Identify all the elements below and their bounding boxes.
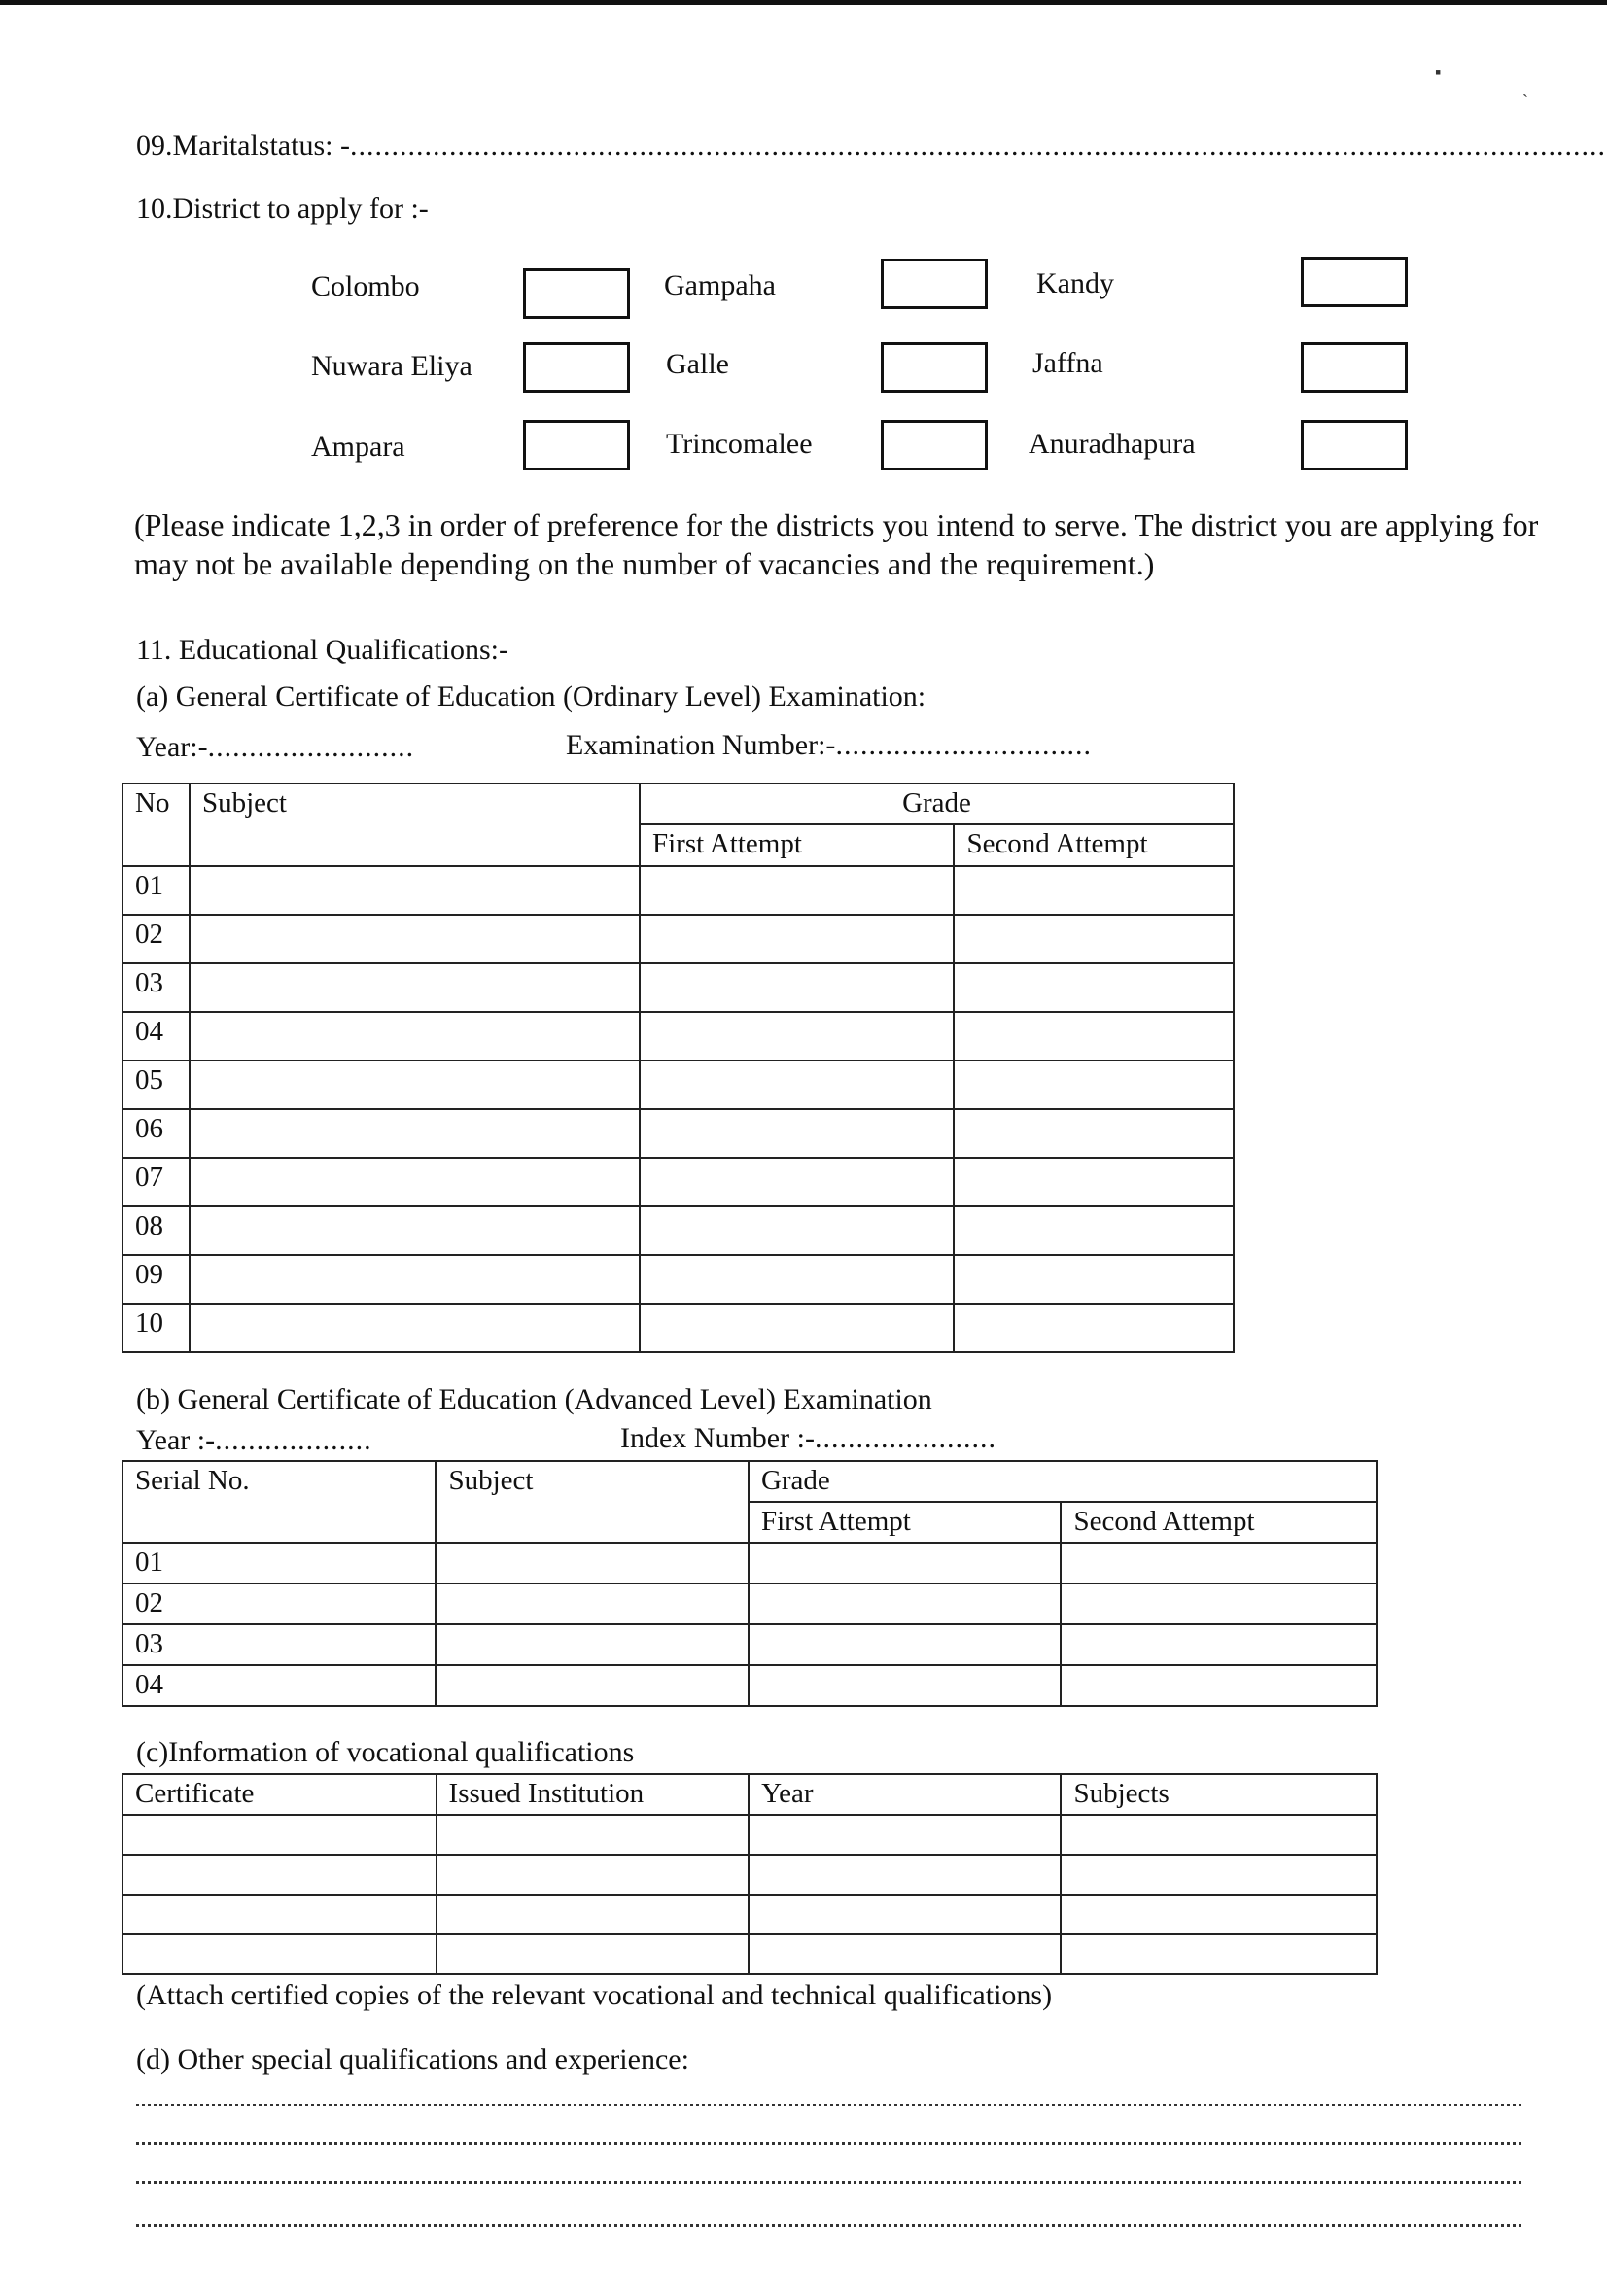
vocational-institution-cell[interactable]	[437, 1855, 750, 1895]
other-qualifications-line[interactable]	[136, 2104, 1521, 2106]
ol-subject-cell[interactable]	[190, 963, 640, 1012]
table-row	[122, 1934, 1377, 1974]
other-qualifications-line[interactable]	[136, 2181, 1521, 2184]
al-header-subject: Subject	[436, 1461, 749, 1543]
district-label-jaffna: Jaffna	[1032, 347, 1103, 379]
table-row	[122, 1012, 1234, 1061]
ol-exam-number-dots: ...............................	[835, 729, 1092, 761]
education-question-label: 11. Educational Qualifications:-	[136, 634, 508, 666]
al-index-number-field[interactable]	[620, 1424, 996, 1453]
al-year-label: Year :-	[136, 1424, 216, 1456]
ol-subject-cell[interactable]	[190, 1206, 640, 1255]
al-subject-cell[interactable]	[436, 1665, 749, 1706]
al-header-second-attempt: Second Attempt	[1061, 1502, 1377, 1543]
ol-section-title: (a) General Certificate of Education (Ordinary Level) Examination:	[136, 680, 926, 713]
scan-top-border	[0, 0, 1607, 5]
district-label-anuradhapura: Anuradhapura	[1029, 428, 1196, 460]
vocational-certificate-cell[interactable]	[122, 1815, 437, 1855]
vocational-header-subjects: Subjects	[1061, 1774, 1377, 1815]
vocational-subjects-cell[interactable]	[1061, 1895, 1377, 1934]
ol-first-attempt-cell[interactable]	[640, 1061, 954, 1109]
al-second-attempt-cell[interactable]	[1061, 1583, 1377, 1624]
district-box-jaffna[interactable]	[1301, 342, 1408, 393]
marital-status-field[interactable]	[136, 131, 1606, 160]
ol-second-attempt-cell[interactable]	[954, 1206, 1234, 1255]
al-first-attempt-cell[interactable]	[749, 1624, 1062, 1665]
ol-second-attempt-cell[interactable]	[954, 1109, 1234, 1158]
table-row	[122, 1158, 1234, 1206]
ol-second-attempt-cell[interactable]	[954, 963, 1234, 1012]
ol-exam-number-field[interactable]	[566, 731, 1092, 760]
ol-header-subject: Subject	[190, 783, 640, 866]
vocational-year-cell[interactable]	[749, 1934, 1061, 1974]
table-row	[122, 1304, 1234, 1352]
al-header-serial: Serial No.	[122, 1461, 436, 1543]
ol-row-number: 02	[122, 915, 190, 963]
al-second-attempt-cell[interactable]	[1061, 1543, 1377, 1583]
ol-second-attempt-cell[interactable]	[954, 1012, 1234, 1061]
district-question-label: 10.District to apply for :-	[136, 192, 429, 225]
al-row-number: 03	[122, 1624, 436, 1665]
ol-header-second-attempt: Second Attempt	[954, 824, 1234, 866]
ol-row-number: 07	[122, 1158, 190, 1206]
al-subject-cell[interactable]	[436, 1624, 749, 1665]
other-qualifications-title: (d) Other special qualifications and experience:	[136, 2043, 689, 2075]
ol-first-attempt-cell[interactable]	[640, 1255, 954, 1304]
marital-status-dots: ........................................................................................................................................................	[349, 129, 1606, 161]
ol-second-attempt-cell[interactable]	[954, 1304, 1234, 1352]
al-first-attempt-cell[interactable]	[749, 1665, 1062, 1706]
district-box-gampaha[interactable]	[881, 259, 988, 309]
al-first-attempt-cell[interactable]	[749, 1583, 1062, 1624]
scan-speck: ▪	[1435, 62, 1442, 82]
district-box-trincomalee[interactable]	[881, 420, 988, 470]
vocational-header-certificate: Certificate	[122, 1774, 437, 1815]
ol-second-attempt-cell[interactable]	[954, 1061, 1234, 1109]
al-index-number-dots: ......................	[814, 1422, 996, 1454]
ol-subject-cell[interactable]	[190, 915, 640, 963]
district-label-colombo: Colombo	[311, 270, 420, 302]
district-box-colombo[interactable]	[523, 268, 630, 319]
vocational-certificate-cell[interactable]	[122, 1895, 437, 1934]
district-box-kandy[interactable]	[1301, 257, 1408, 307]
ol-first-attempt-cell[interactable]	[640, 1206, 954, 1255]
ol-row-number: 09	[122, 1255, 190, 1304]
ol-subject-cell[interactable]	[190, 866, 640, 915]
vocational-table	[122, 1773, 1378, 1975]
ol-year-dots: .........................	[207, 731, 415, 763]
al-header-first-attempt: First Attempt	[749, 1502, 1062, 1543]
al-row-number: 04	[122, 1665, 436, 1706]
vocational-section-title: (c)Information of vocational qualifications	[136, 1736, 635, 1768]
vocational-year-cell[interactable]	[749, 1815, 1061, 1855]
al-first-attempt-cell[interactable]	[749, 1543, 1062, 1583]
vocational-year-cell[interactable]	[749, 1855, 1061, 1895]
table-row	[122, 1583, 1377, 1624]
ol-row-number: 10	[122, 1304, 190, 1352]
district-label-nuwara-eliya: Nuwara Eliya	[311, 350, 472, 382]
al-subject-cell[interactable]	[436, 1543, 749, 1583]
al-subject-cell[interactable]	[436, 1583, 749, 1624]
district-box-ampara[interactable]	[523, 420, 630, 470]
district-box-anuradhapura[interactable]	[1301, 420, 1408, 470]
ol-first-attempt-cell[interactable]	[640, 1109, 954, 1158]
ol-year-label: Year:-	[136, 731, 208, 763]
al-row-number: 02	[122, 1583, 436, 1624]
table-row	[122, 1061, 1234, 1109]
al-row-number: 01	[122, 1543, 436, 1583]
district-preference-note: (Please indicate 1,2,3 in order of preference for the districts you intend to serve. The district you are applying for may not be available depending on the number of vacancies and the requirement.)	[134, 507, 1539, 581]
vocational-attach-note: (Attach certified copies of the relevant vocational and technical qualifications)	[136, 1979, 1053, 2011]
ol-year-field[interactable]	[136, 733, 414, 762]
vocational-institution-cell[interactable]	[437, 1895, 750, 1934]
ol-row-number: 01	[122, 866, 190, 915]
al-year-dots: ...................	[215, 1424, 372, 1456]
vocational-institution-cell[interactable]	[437, 1815, 750, 1855]
vocational-institution-cell[interactable]	[437, 1934, 750, 1974]
vocational-subjects-cell[interactable]	[1061, 1815, 1377, 1855]
ol-row-number: 03	[122, 963, 190, 1012]
ol-header-first-attempt: First Attempt	[640, 824, 954, 866]
table-row	[122, 1815, 1377, 1855]
ol-second-attempt-cell[interactable]	[954, 915, 1234, 963]
ol-subject-cell[interactable]	[190, 1304, 640, 1352]
ol-subject-cell[interactable]	[190, 1061, 640, 1109]
ol-subject-cell[interactable]	[190, 1158, 640, 1206]
ol-first-attempt-cell[interactable]	[640, 1012, 954, 1061]
al-results-table	[122, 1460, 1378, 1707]
al-year-field[interactable]	[136, 1426, 372, 1455]
table-row	[122, 866, 1234, 915]
vocational-certificate-cell[interactable]	[122, 1934, 437, 1974]
ol-row-number: 05	[122, 1061, 190, 1109]
scan-speck: ˏ	[1522, 78, 1528, 97]
district-box-galle[interactable]	[881, 342, 988, 393]
ol-subject-cell[interactable]	[190, 1012, 640, 1061]
ol-second-attempt-cell[interactable]	[954, 866, 1234, 915]
ol-row-number: 08	[122, 1206, 190, 1255]
ol-second-attempt-cell[interactable]	[954, 1255, 1234, 1304]
district-label-ampara: Ampara	[311, 431, 405, 463]
ol-header-grade: Grade	[640, 783, 1234, 824]
district-label-kandy: Kandy	[1036, 267, 1114, 299]
ol-row-number: 04	[122, 1012, 190, 1061]
vocational-subjects-cell[interactable]	[1061, 1934, 1377, 1974]
marital-status-label: 09.Maritalstatus: -	[136, 129, 350, 161]
table-row	[122, 1624, 1377, 1665]
vocational-header-year: Year	[749, 1774, 1061, 1815]
ol-first-attempt-cell[interactable]	[640, 1158, 954, 1206]
vocational-certificate-cell[interactable]	[122, 1855, 437, 1895]
ol-first-attempt-cell[interactable]	[640, 866, 954, 915]
al-second-attempt-cell[interactable]	[1061, 1665, 1377, 1706]
ol-second-attempt-cell[interactable]	[954, 1158, 1234, 1206]
vocational-subjects-cell[interactable]	[1061, 1855, 1377, 1895]
ol-header-no: No	[122, 783, 190, 866]
table-row	[122, 1206, 1234, 1255]
ol-subject-cell[interactable]	[190, 1109, 640, 1158]
ol-results-table	[122, 783, 1235, 1353]
table-row	[122, 1855, 1377, 1895]
ol-row-number: 06	[122, 1109, 190, 1158]
table-row	[122, 1543, 1377, 1583]
ol-exam-number-label: Examination Number:-	[566, 729, 836, 761]
al-header-grade: Grade	[749, 1461, 1377, 1502]
district-label-gampaha: Gampaha	[664, 269, 776, 301]
table-row	[122, 1255, 1234, 1304]
table-row	[122, 1109, 1234, 1158]
other-qualifications-line[interactable]	[136, 2142, 1521, 2145]
ol-first-attempt-cell[interactable]	[640, 1304, 954, 1352]
vocational-year-cell[interactable]	[749, 1895, 1061, 1934]
al-index-number-label: Index Number :-	[620, 1422, 815, 1454]
other-qualifications-line[interactable]	[136, 2224, 1521, 2227]
table-row	[122, 963, 1234, 1012]
district-box-nuwara-eliya[interactable]	[523, 342, 630, 393]
ol-first-attempt-cell[interactable]	[640, 915, 954, 963]
al-second-attempt-cell[interactable]	[1061, 1624, 1377, 1665]
table-row	[122, 1895, 1377, 1934]
table-row	[122, 915, 1234, 963]
vocational-header-institution: Issued Institution	[437, 1774, 750, 1815]
al-section-title: (b) General Certificate of Education (Advanced Level) Examination	[136, 1383, 932, 1415]
district-label-trincomalee: Trincomalee	[666, 428, 813, 460]
ol-first-attempt-cell[interactable]	[640, 963, 954, 1012]
table-row	[122, 1665, 1377, 1706]
district-label-galle: Galle	[666, 348, 729, 380]
ol-subject-cell[interactable]	[190, 1255, 640, 1304]
